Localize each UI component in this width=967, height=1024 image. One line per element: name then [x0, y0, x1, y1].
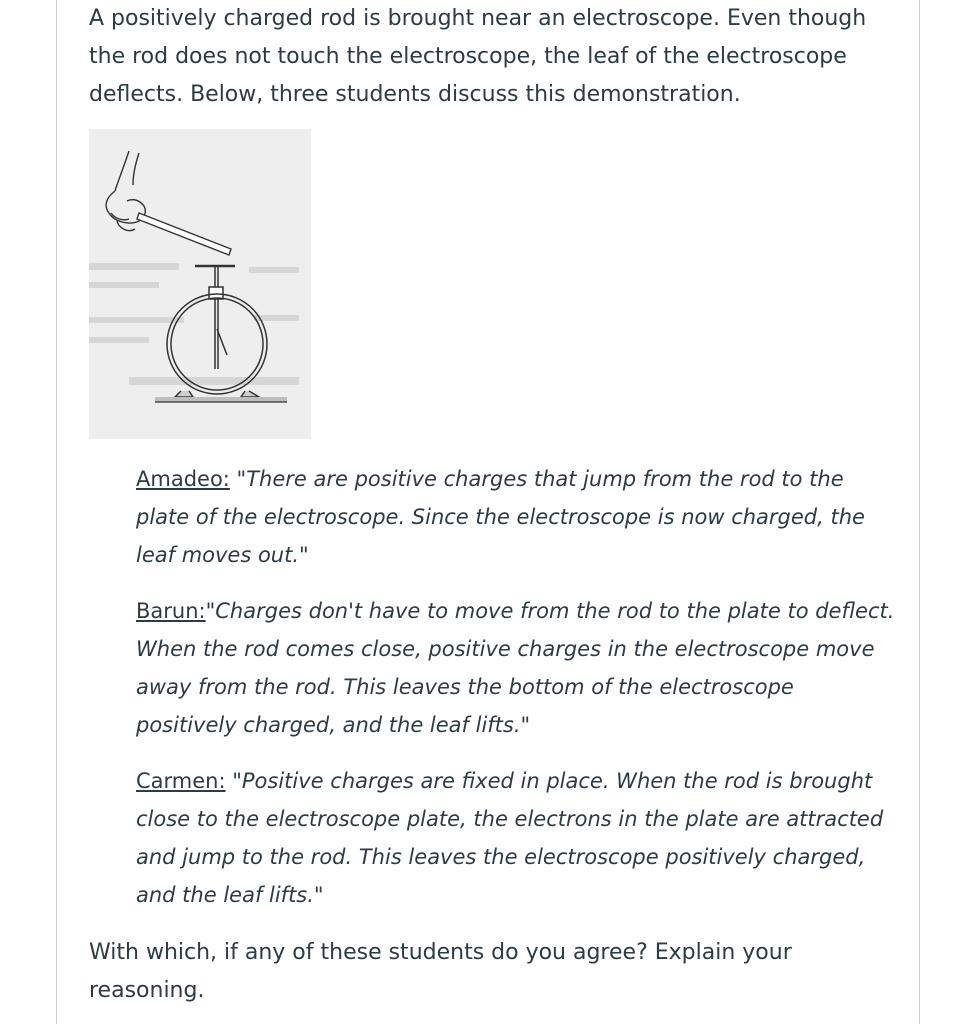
charged-rod-icon — [137, 213, 231, 255]
speaker-amadeo: Amadeo: — [136, 467, 230, 491]
speaker-barun: Barun: — [136, 599, 206, 623]
student-quotes — [136, 460, 896, 914]
quote-amadeo — [136, 460, 896, 574]
quote-text-carmen: "Positive charges are fixed in place. When the rod is brought close to the electroscope plate, the electrons in the plate are attracted and jump to the rod. This leaves the electroscope positively charged, and the leaf lifts." — [136, 769, 884, 907]
speaker-carmen: Carmen: — [136, 769, 226, 793]
electroscope-base-icon — [155, 397, 287, 402]
quote-barun — [136, 592, 896, 744]
electroscope-figure — [89, 129, 311, 439]
intro-paragraph: A positively charged rod is brought near an electroscope. Even though the rod does not touch the electroscope, the leaf of the electroscope deflects. Below, three students discuss this demonstration. — [89, 6, 867, 107]
quote-text-amadeo: "There are positive charges that jump from the rod to the plate of the electroscope. Since the electroscope is now charged, the leaf moves out." — [136, 467, 865, 567]
quote-carmen — [136, 762, 896, 914]
question-prompt: With which, if any of these students do you agree? Explain your reasoning. — [89, 940, 792, 1003]
quote-text-barun: "Charges don't have to move from the rod to the plate to deflect. When the rod comes close, positive charges in the electroscope move away from the rod. This leaves the bottom of the electroscope positively charged, and the leaf lifts." — [136, 599, 895, 737]
background-smudges — [89, 263, 299, 385]
electroscope-diagram-icon — [89, 129, 311, 439]
